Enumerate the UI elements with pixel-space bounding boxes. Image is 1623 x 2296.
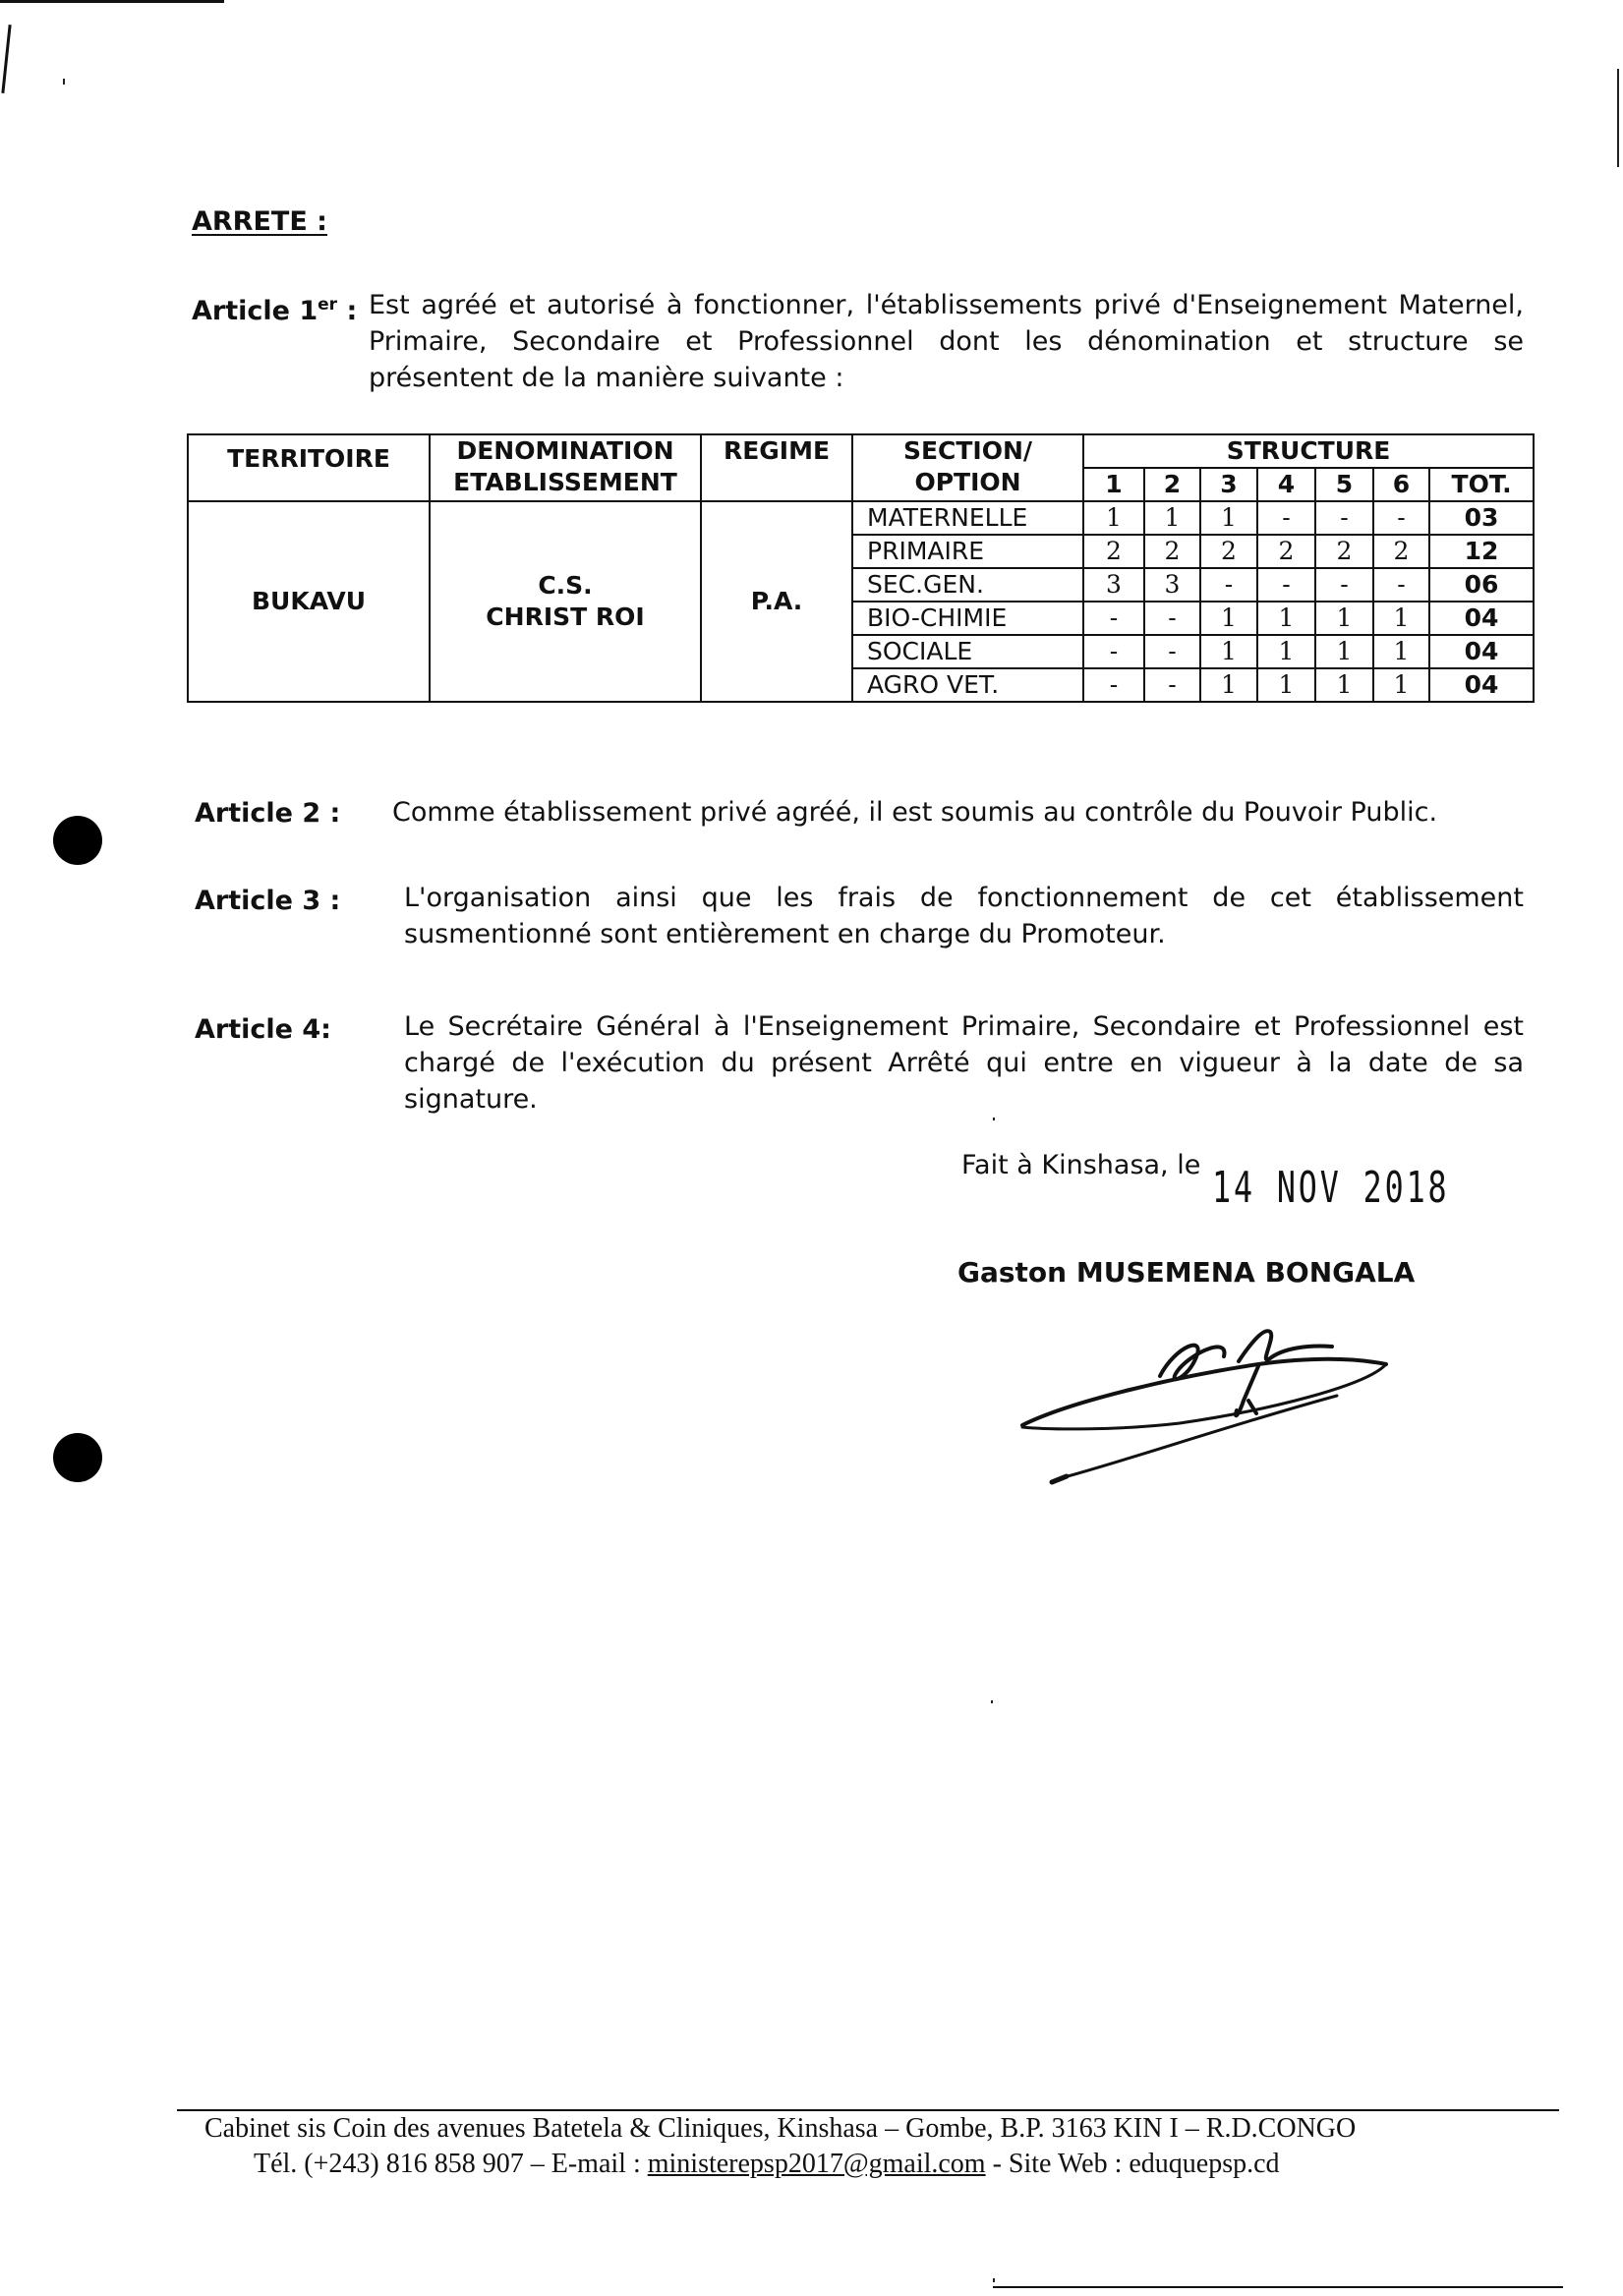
cell-level: - (1373, 501, 1429, 535)
scan-speck (993, 2278, 995, 2282)
scan-speck (991, 1700, 993, 1703)
cell-section: AGRO VET. (852, 668, 1083, 702)
scan-edge-artifact (1617, 69, 1619, 167)
cell-level: 1 (1315, 635, 1373, 668)
cell-level: 2 (1144, 535, 1200, 568)
cell-level: 1 (1200, 501, 1257, 535)
cell-level: 3 (1144, 568, 1200, 602)
header-level-2: 2 (1144, 468, 1200, 501)
scan-speck (63, 79, 65, 85)
scan-speck (993, 1118, 995, 1120)
cell-level: - (1083, 602, 1144, 635)
bottom-edge-line (993, 2286, 1563, 2288)
article-4-text: Le Secrétaire Général à l'Enseignement Primaire, Secondaire et Professionnel est chargé de l'exécution du présent Arrêté qui entre en vigueur à la date de sa signature. (404, 1011, 1524, 1115)
cell-total: 12 (1429, 535, 1534, 568)
cell-total: 04 (1429, 668, 1534, 702)
cell-level: - (1200, 568, 1257, 602)
cell-section: MATERNELLE (852, 501, 1083, 535)
article-1-text: Est agréé et autorisé à fonctionner, l'établissements privé d'Enseignement Maternel, Primaire, Secondaire et Professionnel dont les dénomination et structure se présentent de la manière suivante : (369, 290, 1524, 393)
footer-phone: Tél. (+243) 816 858 907 – E-mail : (254, 2149, 648, 2179)
cell-denomination-line2: CHRIST ROI (486, 603, 645, 631)
cell-level: 1 (1257, 635, 1315, 668)
cell-level: - (1083, 668, 1144, 702)
header-section (852, 434, 1083, 501)
article-2-label: Article 2 : (195, 798, 341, 829)
header-level-5: 5 (1315, 468, 1373, 501)
header-level-4: 4 (1257, 468, 1315, 501)
header-section-line1: SECTION/ (902, 436, 1033, 465)
signatory-name: Gaston MUSEMENA BONGALA (957, 1256, 1416, 1289)
article-1-label-suffix: : (337, 296, 358, 326)
scan-edge-artifact (1, 25, 11, 93)
header-total: TOT. (1429, 468, 1534, 501)
table-header-row (188, 434, 1534, 468)
header-regime: REGIME (701, 434, 852, 501)
article-3-text: L'organisation ainsi que les frais de fonctionnement de cet établissement susmentionné sont entièrement en charge du Promoteur. (404, 883, 1524, 949)
cell-level: - (1144, 602, 1200, 635)
cell-level: - (1144, 635, 1200, 668)
footer-address: Cabinet sis Coin des avenues Batetela & Cliniques, Kinshasa – Gombe, B.P. 3163 KIN I – R.D.CONGO (204, 2113, 1357, 2144)
cell-level: - (1315, 568, 1373, 602)
header-level-1: 1 (1083, 468, 1144, 501)
date-stamp: 14 NOV 2018 (1212, 1163, 1450, 1213)
article-4-label: Article 4: (195, 1014, 331, 1045)
cell-level: 2 (1373, 535, 1429, 568)
table-row (188, 501, 1534, 535)
cell-territoire: BUKAVU (188, 501, 430, 702)
punch-hole-bottom (53, 1433, 102, 1482)
footer-website: - Site Web : eduquepsp.cd (985, 2149, 1280, 2179)
header-denomination-line2: ETABLISSEMENT (453, 468, 677, 496)
cell-level: - (1373, 568, 1429, 602)
decree-heading: ARRETE : (192, 206, 327, 237)
header-denomination (430, 434, 701, 501)
cell-level: 1 (1373, 635, 1429, 668)
header-territoire: TERRITOIRE (188, 434, 430, 501)
cell-level: 2 (1200, 535, 1257, 568)
article-1-label-sup: er (318, 295, 338, 315)
header-level-6: 6 (1373, 468, 1429, 501)
place-of-signature: Fait à Kinshasa, le (961, 1150, 1201, 1180)
cell-level: 1 (1200, 668, 1257, 702)
article-2-text: Comme établissement privé agréé, il est soumis au contrôle du Pouvoir Public. (392, 797, 1438, 828)
cell-level: 1 (1200, 602, 1257, 635)
cell-level: 1 (1257, 668, 1315, 702)
cell-level: 1 (1200, 635, 1257, 668)
cell-level: 1 (1373, 602, 1429, 635)
cell-total: 03 (1429, 501, 1534, 535)
cell-total: 06 (1429, 568, 1534, 602)
cell-level: - (1315, 501, 1373, 535)
cell-total: 04 (1429, 635, 1534, 668)
cell-level: 1 (1315, 602, 1373, 635)
cell-level: - (1144, 668, 1200, 702)
cell-level: 1 (1373, 668, 1429, 702)
cell-denomination (430, 501, 701, 702)
header-structure: STRUCTURE (1083, 434, 1534, 468)
cell-level: 3 (1083, 568, 1144, 602)
footer-divider (177, 2109, 1559, 2111)
cell-level: 1 (1144, 501, 1200, 535)
cell-section: PRIMAIRE (852, 535, 1083, 568)
cell-total: 04 (1429, 602, 1534, 635)
cell-level: 2 (1315, 535, 1373, 568)
article-3-label: Article 3 : (195, 886, 341, 916)
cell-level: - (1083, 635, 1144, 668)
structure-table (187, 433, 1535, 703)
cell-level: - (1257, 501, 1315, 535)
cell-section: SOCIALE (852, 635, 1083, 668)
article-1-label (192, 295, 357, 326)
punch-hole-top (53, 816, 102, 865)
cell-level: - (1257, 568, 1315, 602)
cell-level: 1 (1257, 602, 1315, 635)
cell-level: 1 (1083, 501, 1144, 535)
cell-regime: P.A. (701, 501, 852, 702)
cell-section: SEC.GEN. (852, 568, 1083, 602)
cell-section: BIO-CHIMIE (852, 602, 1083, 635)
header-denomination-line1: DENOMINATION (456, 436, 674, 465)
header-section-line2: OPTION (914, 468, 1021, 496)
article-1-label-main: Article 1 (192, 296, 319, 326)
cell-level: 2 (1083, 535, 1144, 568)
scan-edge-artifact (0, 0, 224, 3)
cell-level: 1 (1315, 668, 1373, 702)
cell-denomination-line1: C.S. (538, 571, 593, 600)
cell-level: 2 (1257, 535, 1315, 568)
footer-contact (254, 2149, 1280, 2180)
handwritten-signature (1013, 1307, 1396, 1494)
footer-email-link[interactable]: ministerepsp2017@gmail.com (647, 2149, 986, 2179)
header-level-3: 3 (1200, 468, 1257, 501)
